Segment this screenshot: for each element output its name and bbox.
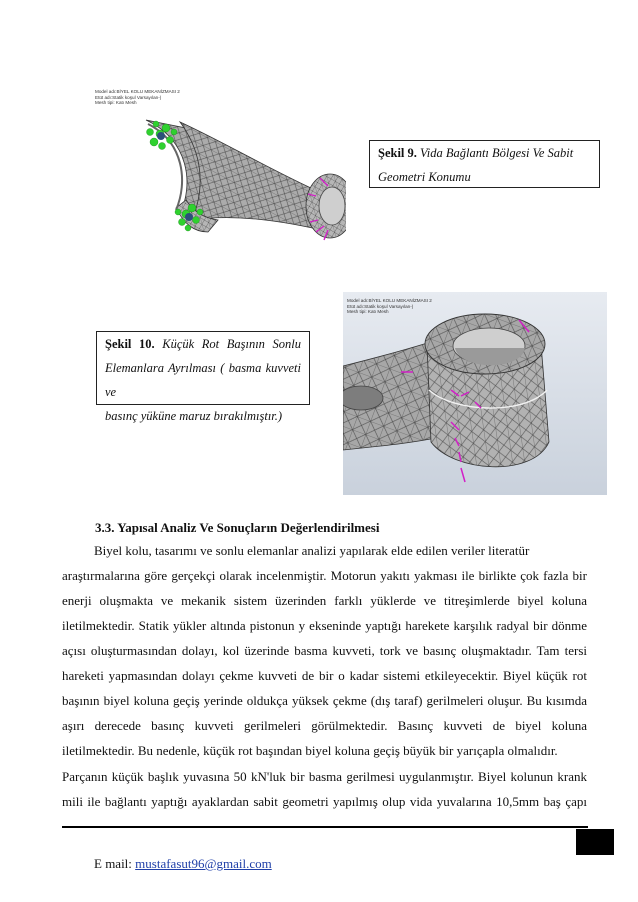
figure-9-model-info-line: Etüt adı:Statik koşul Varsayılan-) xyxy=(95,94,162,100)
paragraph-line: mili ile bağlantı yaptığı ayaklardan sabit geometri yapılmış olup vida yuvalarına 10,5mm baş çapı xyxy=(62,794,587,809)
paragraph-line: iletilmektedir. Statik yükler altında pistonun y ekseninde yaptığı harekete karşılık radyal bir dönme xyxy=(62,618,587,633)
figure-10-fea-mesh-image xyxy=(343,292,607,495)
figure-10-model-info xyxy=(347,298,432,315)
email-link[interactable]: mustafasut96@gmail.com xyxy=(135,856,272,871)
paragraph-line: iletilmektedir. Bu nedenle, küçük rot başından biyel koluna geçiş büyük bir yarıçapla olmalıdır. xyxy=(62,743,558,758)
figure-10-caption-text-line: basınç yüküne maruz bırakılmıştır.) xyxy=(105,409,283,423)
figure-9-caption-text-line: Vida Bağlantı Bölgesi Ve Sabit xyxy=(420,146,574,160)
section-heading: 3.3. Yapısal Analiz Ve Sonuçların Değerlendirilmesi xyxy=(95,520,380,535)
figure-10-caption-text-line: Elemanlara Ayrılması ( basma kuvveti ve xyxy=(105,361,301,399)
figure-9-model-info xyxy=(95,89,180,106)
footer-email xyxy=(94,856,272,872)
figure-9-model-info-line: Mesh tipi: Katı Mesh xyxy=(95,100,137,106)
figure-10-model-info-line: Model adı:BİYEL KOLU MEKANİZMASI 2 xyxy=(347,298,432,303)
paragraph-line: enerji oluşmakta ve mekanik sistem üzerinden farklı yüklerde ve titreşimlerde biyel koluna xyxy=(62,593,587,608)
paragraph-line: Biyel kolu, tasarımı ve sonlu elemanlar analizi yapılarak elde edilen veriler literatür xyxy=(94,543,530,558)
email-label: E mail: xyxy=(94,856,136,871)
figure-10-caption-label: Şekil 10. xyxy=(105,337,155,351)
figure-10-caption-text-line: Küçük Rot Başının Sonlu xyxy=(162,337,301,351)
page-number-box xyxy=(576,829,614,855)
paragraph-line: açısı oluşturmasından dolayı, kol üzerinde basma kuvveti, tork ve basınç oluşmaktadır. Tam tersi xyxy=(62,643,587,658)
footer-rule xyxy=(62,826,588,828)
paragraph-line: hareketi yapmasından dolayı çekme kuvveti de bir o kadar sistemi etkileyecektir. Biyel küçük rot xyxy=(62,668,587,683)
paragraph-line: Parçanın küçük başlık yuvasına 50 kN'luk bir basma gerilmesi uygulanmıştır. Biyel kolunun krank xyxy=(62,769,587,784)
figure-10-model-info-line: Etüt adı:Statik koşul Varsayılan-) xyxy=(347,303,414,309)
paragraph-line: araştırmalarına göre gerçekçi olarak incelenmiştir. Motorun yakıtı yakması ile birlikte çok fazla bir xyxy=(62,568,587,583)
figure-10-caption-box xyxy=(96,331,310,423)
paragraph-line: aşırı derecede basınç kuvveti gerilmeleri görülmektedir. Basınç kuvveti de biyel koluna xyxy=(62,718,587,733)
figure-9-caption-text-line: Geometri Konumu xyxy=(378,170,471,184)
figure-9-caption-label: Şekil 9. xyxy=(378,146,417,160)
paragraph-line: başının biyel koluna geçiş yerinde oldukça yüksek çekme (dış taraf) gerilmeleri oluşur. Bu kısımda xyxy=(62,693,587,708)
figure-9-fea-mesh-image xyxy=(84,82,346,278)
figure-10-model-info-line: Mesh tipi: Katı Mesh xyxy=(347,309,389,315)
figure-9-caption-box xyxy=(369,140,600,188)
figure-9-model-info-line: Model adı:BİYEL KOLU MEKANİZMASI 2 xyxy=(95,89,180,94)
